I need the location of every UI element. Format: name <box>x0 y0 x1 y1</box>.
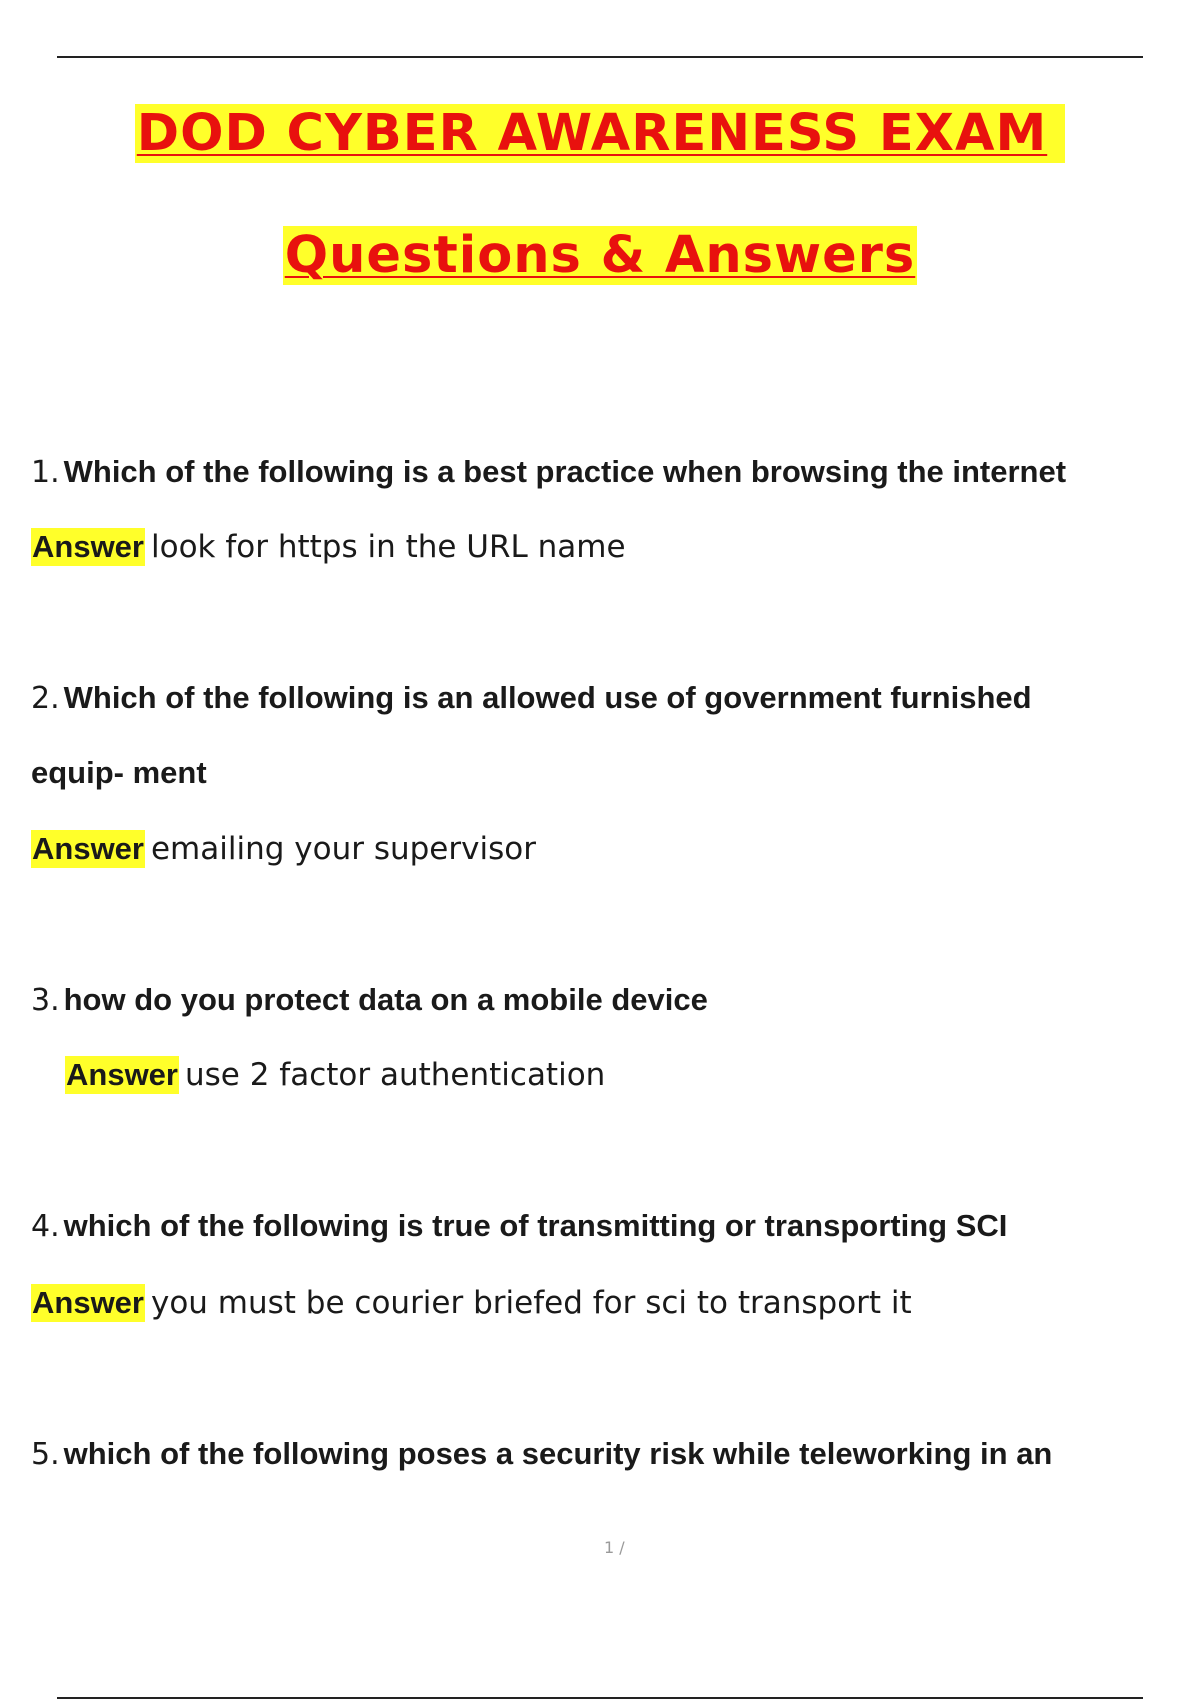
top-rule <box>57 56 1143 58</box>
question-number: 4. <box>31 1209 60 1244</box>
question-text: how do you protect data on a mobile device <box>63 982 708 1017</box>
question-1 <box>31 454 1066 491</box>
answer-text: look for https in the URL name <box>150 529 626 565</box>
question-5 <box>31 1436 1052 1473</box>
answer-1 <box>31 528 626 566</box>
question-number: 3. <box>31 983 60 1018</box>
question-text: Which of the following is an allowed use of government furnished <box>63 680 1032 715</box>
bottom-rule <box>57 1697 1143 1699</box>
question-number: 1. <box>31 455 60 490</box>
answer-label: Answer <box>66 1057 178 1092</box>
answer-4 <box>31 1284 912 1322</box>
answer-text: use 2 factor authentication <box>184 1057 606 1093</box>
question-2-continuation: equip- ment <box>31 755 207 790</box>
question-number: 5. <box>31 1437 60 1472</box>
question-text: which of the following poses a security risk while teleworking in an <box>63 1436 1053 1471</box>
answer-label: Answer <box>32 529 144 564</box>
document-subtitle: Questions & Answers <box>284 226 916 285</box>
question-text: which of the following is true of transmitting or transporting SCI <box>63 1208 1008 1243</box>
answer-label: Answer <box>32 831 144 866</box>
question-3 <box>31 982 708 1019</box>
question-text: Which of the following is a best practice when browsing the internet <box>63 454 1067 489</box>
page-number: 1 / <box>604 1538 625 1557</box>
question-4 <box>31 1208 1007 1245</box>
question-2 <box>31 680 1032 717</box>
question-number: 2. <box>31 681 60 716</box>
answer-text: emailing your supervisor <box>150 831 536 867</box>
answer-label: Answer <box>32 1285 144 1320</box>
answer-2 <box>31 830 536 868</box>
answer-text: you must be courier briefed for sci to transport it <box>150 1285 912 1321</box>
answer-3 <box>65 1056 605 1094</box>
document-title: DOD CYBER AWARENESS EXAM <box>0 104 1200 163</box>
